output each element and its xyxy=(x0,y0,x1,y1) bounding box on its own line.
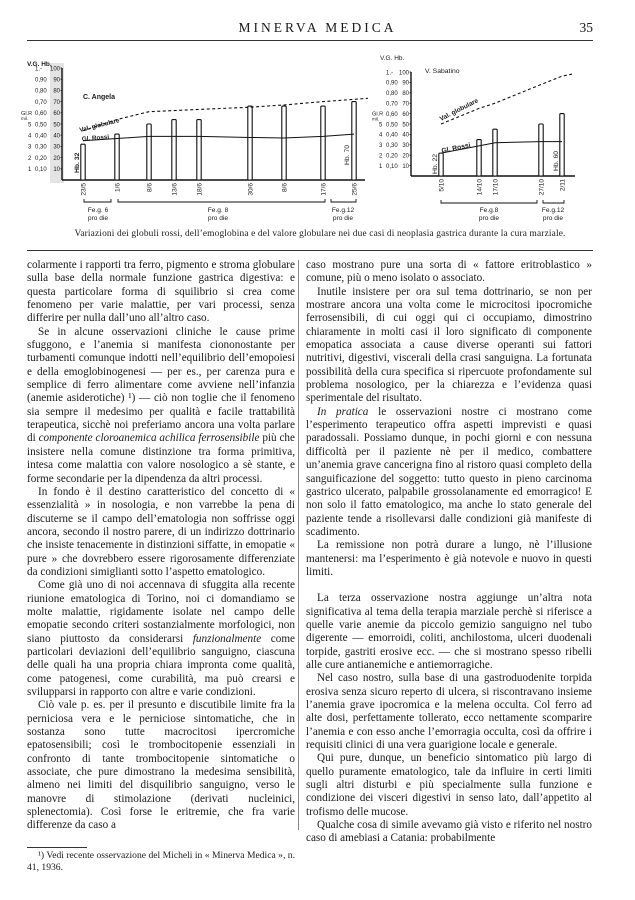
hb-bar xyxy=(81,144,85,180)
left-treatment-1b: pro die xyxy=(87,215,109,222)
right-vg-label: Val. globulare xyxy=(438,97,480,123)
tick-label: 0,70 xyxy=(386,101,398,108)
paragraph xyxy=(306,406,592,539)
tick-label: 1 xyxy=(379,163,383,170)
date-label: 5/10 xyxy=(438,179,446,192)
left-treatment-2: Fe.g. 8 xyxy=(207,207,229,214)
caption-rule xyxy=(27,250,593,251)
left-treatment-3: Fe.g.12 xyxy=(331,207,355,214)
date-label: 25/6 xyxy=(351,183,359,196)
axis-unit-label: mil. xyxy=(21,115,29,121)
paragraph: caso mostrano pure una sorta di « fattore eritroblastico » comune, più o meno isolato o associato. xyxy=(306,259,592,285)
date-label: 27/10 xyxy=(538,179,546,196)
paragraph-text: le osservazioni nostre ci mostrano come l’esperimento terapeutico offra aspetti imprevisti e quasi paradossali. Possiamo dunque, in pochi giorni e con nessuna difficoltà per il paziente nè per il medico, combattere un’anemia grave cancerigna fino al ristoro quasi completo della sanguificazione del soggetto: tutto questo in pieno carcinoma gastrico ulcerato, palpabile grossolanamente ed emorragico! E non solo il fatto ematologico, ma anche lo stato generale del paziente tende a risollevarsi dalle condizioni già manifeste di scadimento. xyxy=(306,405,593,538)
date-label: 30/6 xyxy=(247,183,255,196)
left-bracket-1 xyxy=(84,199,111,202)
tick-label: 90 xyxy=(402,80,409,87)
right-axis-ticks xyxy=(372,70,411,170)
tick-label: 60 xyxy=(402,111,409,118)
hb-bar xyxy=(439,153,443,176)
left-hb-bars xyxy=(78,102,356,180)
journal-title: MINERVA MEDICA xyxy=(238,20,397,35)
left-hb-last: Hb. 70 xyxy=(344,144,351,165)
right-val-globulare-line xyxy=(438,74,572,124)
left-bracket-2 xyxy=(118,199,325,202)
italic-term: funzionalmente xyxy=(192,632,262,645)
tick-label: 60 xyxy=(53,111,60,118)
right-date-labels xyxy=(439,179,567,196)
tick-label: 0,90 xyxy=(35,77,47,84)
paragraph: La terza osservazione nostra aggiunge un’altra nota significativa al tema della terapia marziale perchè si riferisce a quelle varie anemie da piccolo gemizio sanguigno nel tubo digerente — emorroidi, coliti, anchilostoma, ulceri duodenali torpide, gastriti erosive ecc. — che si mostrano spesso ribelli alle cure antianemiche e antiemorragiche. xyxy=(306,592,592,671)
paragraph: colarmente i rapporti tra ferro, pigmento e stroma globulare sulla base della normale funzione gastrica digestiva: e questa particolare forma di squilibrio si crea come fenomeno per varie malattie, per vari processi, senza differire per nulla dall’uno all’altro caso. xyxy=(27,259,295,325)
right-hb-last: Hb. 60 xyxy=(553,150,560,171)
paragraph xyxy=(27,579,295,699)
tick-label: 0,90 xyxy=(386,80,398,87)
tick-label: 50 xyxy=(402,122,409,129)
header-rule xyxy=(27,40,593,41)
figure-caption: Variazioni dei globuli rossi, dell’emoglobina e del valore globulare nei due casi di neoplasia gastrica durante la cura marziale. xyxy=(74,229,566,239)
tick-label: 90 xyxy=(53,77,60,84)
figure-charts xyxy=(0,44,635,234)
right-treatment-1: Fe.g.8 xyxy=(479,207,499,214)
tick-label: 80 xyxy=(402,91,409,98)
tick-label: 0,40 xyxy=(386,132,398,139)
tick-label: 0,20 xyxy=(386,153,398,160)
hb-bar xyxy=(147,124,151,180)
tick-label: 50 xyxy=(53,122,60,129)
paragraph-text: come particolari deviazioni dell’equilibrio sanguigno, ciascuna delle quali ha una propria chiara impronta come qualità, come patogenesi, come curabilità, ma può crearsi e svilupparsi in rapporto con altre e varie condizioni. xyxy=(27,632,296,698)
right-axis-header: V.G. Hb. xyxy=(380,55,405,62)
tick-label: 0,50 xyxy=(386,122,398,129)
hb-bar xyxy=(560,114,564,176)
date-label: 8/6 xyxy=(281,183,289,193)
tick-label: 0,60 xyxy=(35,111,47,118)
hb-bar xyxy=(282,106,286,180)
tick-label: 3 xyxy=(379,143,383,150)
italic-term: In pratica xyxy=(317,405,369,418)
axis-unit-label: Gl.R xyxy=(21,110,33,117)
paragraph: Inutile insistere per ora sul tema dottrinario, se non per mostrare ancora una volta come le microcitosi ipocromiche ferrosensibili, di cui oggi qui ci occupiamo, dimostrino chiaramente in molti casi il loro significato di componente emopatica associata a cause diverse operanti sui fattori nutritivi, digestivi, viscerali della crasi sanguigna. La fortunata possibilità della cura specifica si ripercuote profondamente sul problema nosologico, per la chiarezza e l’evidenza quasi sperimentale del risultato. xyxy=(306,285,592,405)
tick-label: 40 xyxy=(53,133,60,140)
right-gr-label: Gl. Rossi xyxy=(440,141,472,155)
tick-label: 100 xyxy=(398,70,409,77)
tick-label: 40 xyxy=(402,132,409,139)
tick-label: 4 xyxy=(379,132,383,139)
paragraph: Qui pure, dunque, un beneficio sintomatico più largo di quello puramente ematologico, tale da influire in certi limiti sugli altri disturbi e più specialmente sulla funzione e condizione dei visceri digestivi in senso lato, dall’appetito al trofismo delle mucose. xyxy=(306,752,592,818)
footnote-rule xyxy=(27,847,87,848)
right-treatment-2: Fe.g.12 xyxy=(541,207,565,214)
paragraph: Nel caso nostro, sulla base di una gastroduodenite torpida erosiva senza sicuro reperto di ulcera, si riscontravano insieme l’anemia grave ipocromica e la melena occulta. Col ferro ad alte dosi, perfettamente tollerato, ecco nettamente scomparire l’anemia e con esso anche l’emorragia occulta, così da offrire i requisiti clinici di una vera guarigione locale e generale. xyxy=(306,672,592,752)
footnote xyxy=(27,850,295,874)
date-label: 18/6 xyxy=(196,183,204,196)
date-label: 17/6 xyxy=(320,183,328,196)
tick-label: 80 xyxy=(53,88,60,95)
paragraph: La remissione non potrà durare a lungo, nè l’illusione mantenersi: ma l’esperimento è già notevole e nuovo in questi limiti. xyxy=(306,539,592,578)
left-gr-label: Gl. Rossi xyxy=(81,133,110,143)
paragraph-text: Se in alcune osservazioni cliniche le cause prime sfuggono, e l’anemia si manifesta ciononostante per turbamenti comunque indotti nell’equilibrio dell’emopoiesi e della emoglobinogenesi — per es., per carenza pura e semplice di ferro alimentare come avviene nell’infanzia (anemie asiderotiche) ¹) — ciò non toglie che il fenomeno sia sempre il medesimo per qualità e facile trattabilità terapeutica, sicchè noi preferiamo ancora una volta parlare di xyxy=(27,325,295,445)
paragraph: Qualche cosa di simile avevamo già visto e riferito nel nostro caso di amebiasi a Catania: probabilmente xyxy=(306,819,592,845)
tick-label: 0,80 xyxy=(35,88,47,95)
date-label: 14/10 xyxy=(476,179,484,196)
italic-term: componente cloroanemica achilica ferrosensibile xyxy=(38,432,260,445)
hb-bar xyxy=(197,120,201,180)
date-label: 8/6 xyxy=(146,183,154,193)
page-number: 35 xyxy=(579,20,593,35)
left-vg-label: Val. globulare xyxy=(78,117,121,134)
right-treatment-2b: pro die xyxy=(542,215,564,222)
axis-unit-label: Gl.R xyxy=(372,111,384,118)
tick-label: 4 xyxy=(28,133,32,140)
tick-label: 5 xyxy=(28,122,32,129)
footnote-text: ¹) Vedi recente osservazione del Micheli in « Minerva Medica », n. 41, 1936. xyxy=(27,850,295,873)
date-label: 1/6 xyxy=(114,183,122,193)
tick-label: 0,10 xyxy=(35,167,47,174)
tick-label: 1.- xyxy=(35,66,43,73)
tick-label: 2 xyxy=(379,153,383,160)
tick-label: 0,50 xyxy=(35,122,47,129)
hb-bar xyxy=(539,124,543,176)
right-bracket-1 xyxy=(441,200,537,203)
paragraph: Ciò vale p. es. per il presunto e discutibile limite fra la perniciosa vera e le perniciose sintomatiche, che in sostanza sono tutte macrocitosi ipercromiche epatosensibili; così le trombocitopenie essenziali in confronto di tante trombocitopenie sintomatiche o associate, che pure dimostrano la medesima sensibilità, almeno nei limiti del disquilibrio sanguigno, verso le manovre di stimolazione (derivati nucleinici, splenectomia). Così forse le eritremie, che fra varie differenze da caso a xyxy=(27,699,295,832)
hb-bar xyxy=(321,106,325,180)
tick-label: 0,80 xyxy=(386,91,398,98)
right-column xyxy=(306,259,592,846)
tick-label: 0,70 xyxy=(35,99,47,106)
right-patient-name: V. Sabatino xyxy=(425,68,460,75)
left-chart xyxy=(21,61,368,222)
column-separator xyxy=(298,260,299,830)
tick-label: 1 xyxy=(28,167,32,174)
left-treatment-3b: pro die xyxy=(332,215,354,222)
running-head xyxy=(0,20,635,38)
date-label: 2/11 xyxy=(559,179,567,192)
tick-label: 70 xyxy=(402,101,409,108)
hb-bar xyxy=(493,129,497,176)
tick-label: 0,30 xyxy=(35,144,47,151)
date-label: 13/6 xyxy=(171,183,179,196)
tick-label: 1.- xyxy=(386,70,394,77)
hb-bar xyxy=(248,106,252,180)
right-bracket-2 xyxy=(543,200,564,203)
left-axis-header: V.G. Hb. xyxy=(27,61,52,68)
tick-label: 2 xyxy=(28,155,32,162)
hb-bar xyxy=(352,102,356,180)
right-chart xyxy=(372,55,575,222)
tick-label: 10 xyxy=(402,163,409,170)
paragraph: In fondo è il destino caratteristico del concetto di « essenzialità » in nosologia, e non varrebbe la pena di discuterne se il campo dell’ematologia non soffrisse oggi ancora, secondo il nostro parere, di un indirizzo dottrinario che insiste tenacemente in distinzioni siffatte, in emopatie « pure » che dovrebbero essere rigorosamente differenziate da condizioni simiglianti sotto l’aspetto ematologico. xyxy=(27,485,295,578)
left-column xyxy=(27,259,295,833)
paragraph-text: più che insistere nella comune distinzione tra forma primitiva, intesa come malattia con valore nosologico a sè stante, e forme secondarie per la dipendenza da altri processi. xyxy=(27,432,295,485)
left-treatment-2b: pro die xyxy=(207,215,229,222)
right-hb-first: Hb. 22 xyxy=(432,153,439,174)
tick-label: 20 xyxy=(53,155,60,162)
tick-label: 20 xyxy=(402,153,409,160)
hb-bar xyxy=(115,134,119,180)
date-label: 17/10 xyxy=(492,179,500,196)
left-bracket-3 xyxy=(331,199,356,202)
tick-label: 0,10 xyxy=(386,163,398,170)
tick-label: 30 xyxy=(53,144,60,151)
date-label: 23/5 xyxy=(80,183,88,196)
left-gl-rossi-line xyxy=(83,134,354,141)
tick-label: 100 xyxy=(49,66,60,73)
tick-label: 5 xyxy=(379,122,383,129)
left-date-labels xyxy=(81,183,359,196)
tick-label: 10 xyxy=(53,167,60,174)
tick-label: 30 xyxy=(402,143,409,150)
left-hb-first: Hb. 32 xyxy=(74,152,81,173)
charts-svg xyxy=(0,44,635,234)
tick-label: 0,40 xyxy=(35,133,47,140)
tick-label: 3 xyxy=(28,144,32,151)
tick-label: 0,20 xyxy=(35,155,47,162)
left-treatment-1: Fe.g. 6 xyxy=(87,207,109,214)
axis-unit-label: mil. xyxy=(372,116,380,122)
tick-label: 0,30 xyxy=(386,143,398,150)
right-treatment-1b: pro die xyxy=(478,215,500,222)
hb-bar xyxy=(172,120,176,180)
paragraph xyxy=(27,326,295,486)
left-patient-name: C. Angela xyxy=(83,94,116,101)
tick-label: 70 xyxy=(53,99,60,106)
tick-label: 0,60 xyxy=(386,111,398,118)
paragraph-text: Come già uno di noi accennava di sfuggita alla recente riunione ematologica di Torino, noi ci domandiamo se molte malattie, rigidamente isolate nel campo delle emopatie secondo criteri sostanzialmente morfologici, non siano piuttosto da considerarsi xyxy=(27,579,295,645)
